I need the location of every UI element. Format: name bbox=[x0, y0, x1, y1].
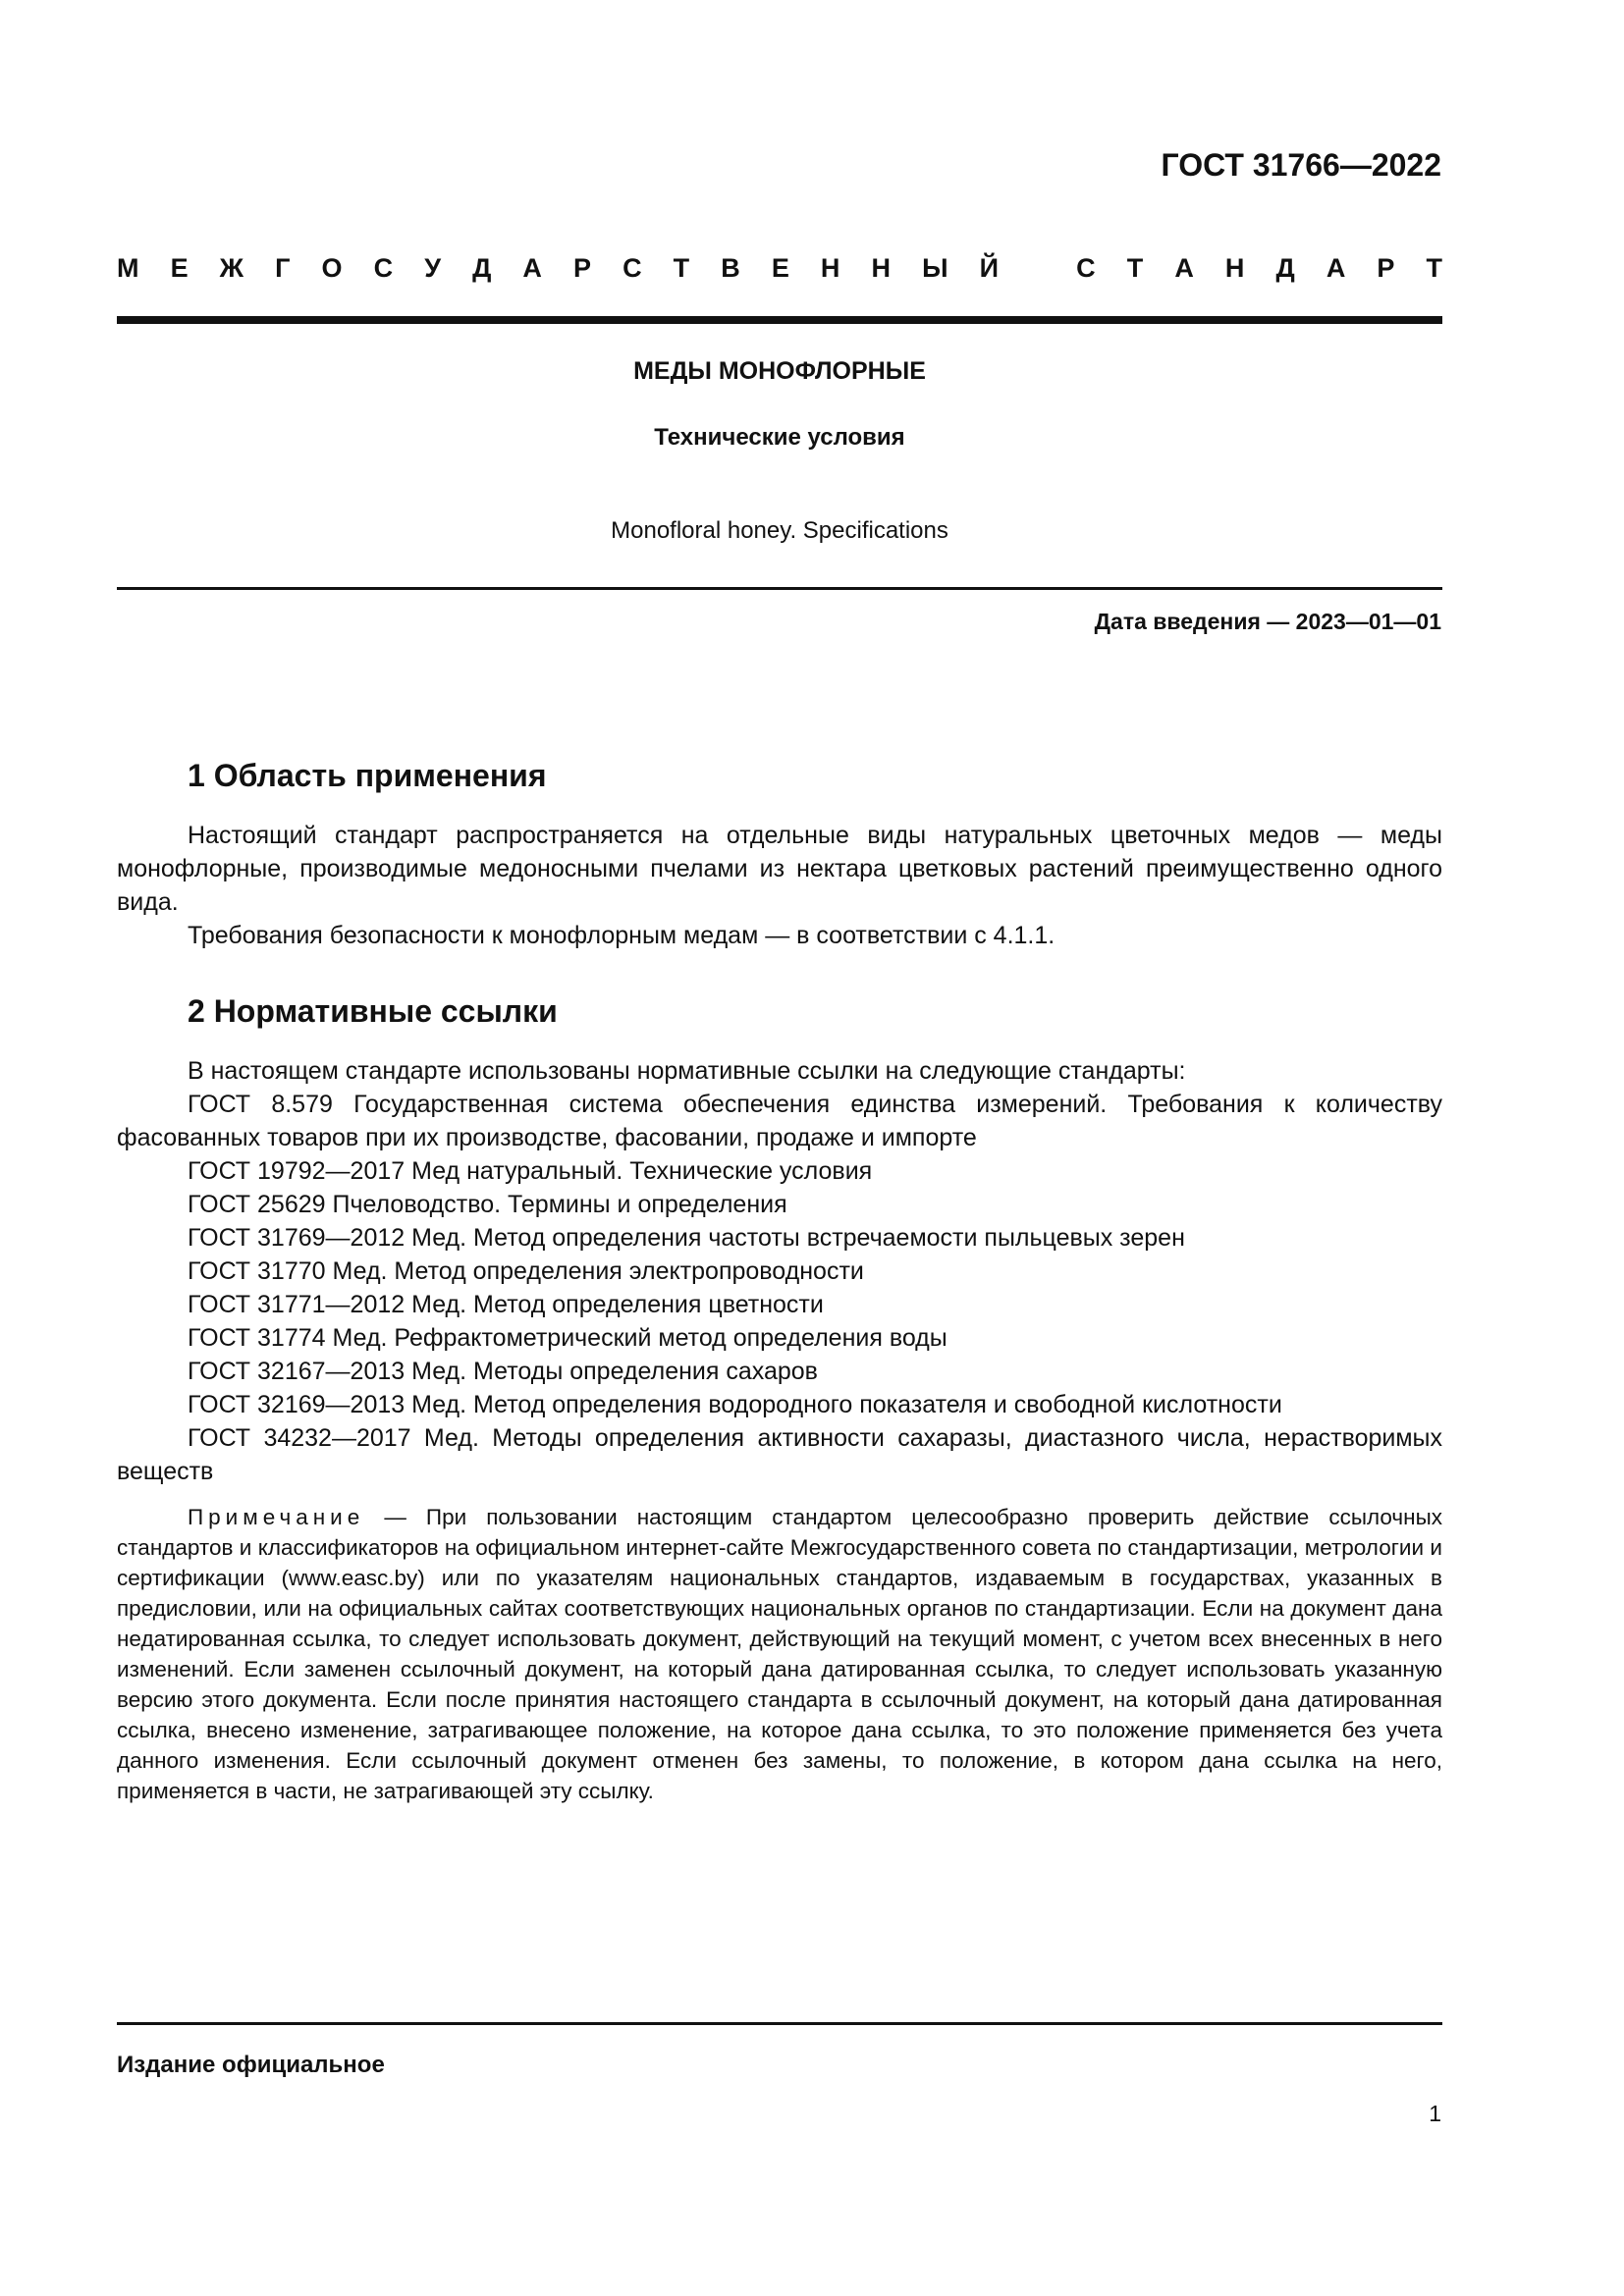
reference-item: ГОСТ 31771—2012 Мед. Метод определения цветности bbox=[188, 1291, 824, 1318]
section-1-paragraph: Настоящий стандарт распространяется на отдельные виды натуральных цветочных медов — меды монофлорные, производимые медоносными пчелами из нектара цветковых растений преимущественно одного вида. bbox=[117, 822, 1442, 916]
banner-letter: С bbox=[373, 253, 394, 283]
banner-word-gap bbox=[1030, 253, 1045, 284]
references-note bbox=[117, 1502, 1442, 1806]
banner-letter: Д bbox=[472, 253, 492, 283]
document-title: МЕДЫ МОНОФЛОРНЫЕ bbox=[633, 357, 926, 385]
banner-letter: Н bbox=[1224, 253, 1245, 283]
reference-item: ГОСТ 25629 Пчеловодство. Термины и определения bbox=[188, 1191, 787, 1218]
banner-letter: Р bbox=[1377, 253, 1395, 283]
english-title: Monofloral honey. Specifications bbox=[611, 517, 948, 544]
banner-letter: Г bbox=[275, 253, 291, 283]
footer-divider bbox=[117, 2022, 1442, 2025]
banner-letter: О bbox=[321, 253, 343, 283]
banner-letter: М bbox=[117, 253, 139, 283]
reference-item: ГОСТ 8.579 Государственная система обеспечения единства измерений. Требования к количеству фасованных товаров при их производстве, фасовании, продаже и импорте bbox=[117, 1091, 1442, 1151]
banner-letter: С bbox=[623, 253, 642, 283]
banner-letter: Т bbox=[1426, 253, 1442, 283]
banner-letter: Р bbox=[573, 253, 592, 283]
banner-letter: Е bbox=[170, 253, 189, 283]
standard-banner bbox=[117, 253, 1442, 284]
references-list bbox=[117, 1054, 1442, 1488]
note-label: Примечание bbox=[188, 1505, 365, 1529]
banner-letter: Ы bbox=[922, 253, 948, 283]
banner-letter: Е bbox=[771, 253, 789, 283]
title-divider bbox=[117, 587, 1442, 590]
banner-letter: Н bbox=[871, 253, 891, 283]
reference-item: ГОСТ 34232—2017 Мед. Методы определения активности сахаразы, диастазного числа, нерастворимых веществ bbox=[117, 1424, 1442, 1485]
section-2-heading: 2 Нормативные ссылки bbox=[188, 993, 558, 1029]
reference-item: ГОСТ 31769—2012 Мед. Метод определения частоты встречаемости пыльцевых зерен bbox=[188, 1224, 1185, 1252]
banner-letter: Т bbox=[673, 253, 690, 283]
section-1-paragraph: Требования безопасности к монофлорным медам — в соответствии с 4.1.1. bbox=[188, 922, 1056, 949]
banner-letter: В bbox=[721, 253, 740, 283]
banner-letter: С bbox=[1076, 253, 1096, 283]
banner-letter: Д bbox=[1275, 253, 1295, 283]
banner-letter: Т bbox=[1126, 253, 1144, 283]
reference-item: ГОСТ 31774 Мед. Рефрактометрический метод определения воды bbox=[188, 1324, 947, 1352]
banner-letter: А bbox=[522, 253, 542, 283]
banner-letter: А bbox=[1174, 253, 1194, 283]
introduction-date: Дата введения — 2023—01—01 bbox=[1094, 609, 1441, 634]
banner-letter: У bbox=[424, 253, 442, 283]
document-number: ГОСТ 31766—2022 bbox=[1161, 147, 1441, 183]
banner-letter: А bbox=[1326, 253, 1346, 283]
reference-item: ГОСТ 32167—2013 Мед. Методы определения сахаров bbox=[188, 1358, 818, 1385]
reference-item: ГОСТ 19792—2017 Мед натуральный. Технические условия bbox=[188, 1157, 873, 1185]
document-subtitle: Технические условия bbox=[654, 424, 905, 451]
reference-item: ГОСТ 32169—2013 Мед. Метод определения водородного показателя и свободной кислотности bbox=[188, 1391, 1282, 1418]
section-1-heading: 1 Область применения bbox=[188, 758, 547, 793]
banner-letter: Й bbox=[979, 253, 999, 283]
banner-letter: Ж bbox=[219, 253, 244, 283]
official-edition-label: Издание официальное bbox=[117, 2052, 385, 2078]
header-thick-rule bbox=[117, 316, 1442, 324]
page-number: 1 bbox=[1429, 2101, 1441, 2126]
note-text: — При пользовании настоящим стандартом целесообразно проверить действие ссылочных стандартов и классификаторов на официальном интернет-сайте Межгосударственного совета по стандартизации, метрологии и сертификации (www.easc.by) или по указателям национальных стандартов, издаваемым в государствах, указанных в предисловии, или на официальных сайтах соответствующих национальных органов по стандартизации. Если на документ дана недатированная ссылка, то следует использовать документ, действующий на текущий момент, с учетом всех внесенных в него изменений. Если заменен ссылочный документ, на который дана датированная ссылка, то следует использовать указанную версию этого документа. Если после принятия настоящего стандарта в ссылочный документ, на который дана датированная ссылка, внесено изменение, затрагивающее положение, на которое дана ссылка, то это положение применяется без учета данного изменения. Если ссылочный документ отменен без замены, то положение, в котором дана ссылка на него, применяется в части, не затрагивающей эту ссылку. bbox=[117, 1505, 1442, 1803]
reference-item: ГОСТ 31770 Мед. Метод определения электропроводности bbox=[188, 1257, 864, 1285]
references-intro: В настоящем стандарте использованы нормативные ссылки на следующие стандарты: bbox=[188, 1057, 1186, 1085]
banner-letter: Н bbox=[820, 253, 840, 283]
section-1-body bbox=[117, 819, 1442, 952]
